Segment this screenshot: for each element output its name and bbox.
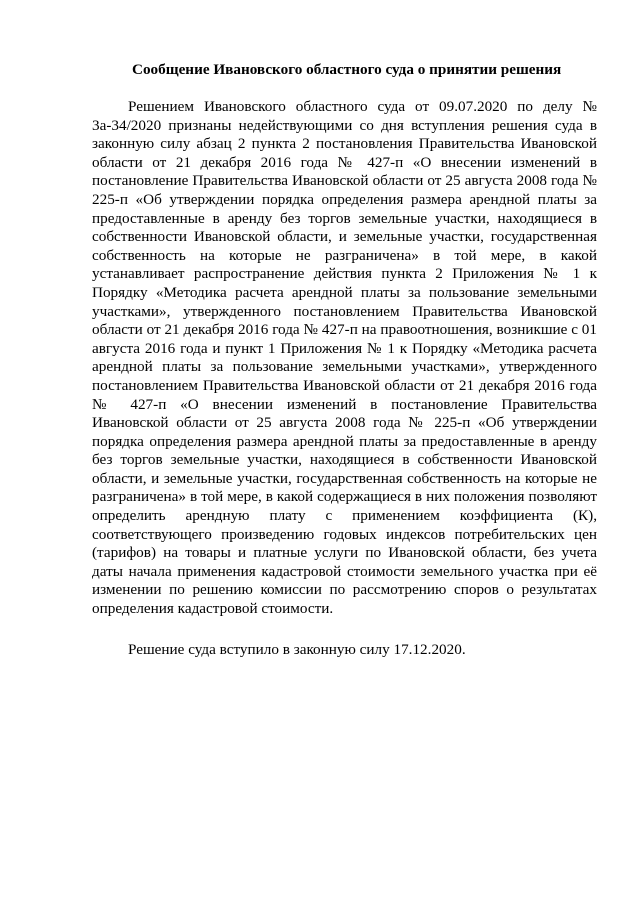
ruling-paragraph: Решением Ивановского областного суда от 09.07.2020 по делу № 3а-34/2020 признаны недействующими со дня вступления решения суда в законную силу абзац 2 пункта 2 постановления Правительства Ивановской области от 21 декабря 2016 года № 427-п «О внесении изменений в постановление Правительства Ивановской области от 25 августа 2008 года № 225-п «Об утверждении порядка определения размера арендной платы за предоставленные в аренду без торгов земельные участки, находящиеся в собственности Ивановской области, и земельные участки, государственная собственность на которые не разграничена» в той мере, в какой устанавливает распространение действия пункта 2 Приложения № 1 к Порядку «Методика расчета арендной платы за пользование земельными участками», утвержденного постановлением Правительства Ивановской области от 21 декабря 2016 года № 427-п на правоотношения, возникшие с 01 августа 2016 года и пункт 1 Приложения № 1 к Порядку «Методика расчета арендной платы за пользование земельными участками», утвержденного постановлением Правительства Ивановской области от 21 декабря 2016 года № 427-п «О внесении изменений в постановление Правительства Ивановской области от 25 августа 2008 года № 225-п «Об утверждении порядка определения размера арендной платы за предоставленные в аренду без торгов земельные участки, находящиеся в собственности Ивановской области, и земельные участки, государственная собственность на которые не разграничена» в той мере, в какой содержащиеся в них положения позволяют определить арендную плату с применением коэффициента (К), соответствующего произведению годовых индексов потребительских цен (тарифов) на товары и платные услуги по Ивановской области, без учета даты начала применения кадастровой стоимости земельного участка при её изменении по решению комиссии по рассмотрению споров о результатах определения кадастровой стоимости. [92,98,597,618]
effective-date-paragraph: Решение суда вступило в законную силу 17.12.2020. [128,640,466,658]
document-title: Сообщение Ивановского областного суда о принятии решения [132,61,562,78]
document-page [92,60,597,659]
